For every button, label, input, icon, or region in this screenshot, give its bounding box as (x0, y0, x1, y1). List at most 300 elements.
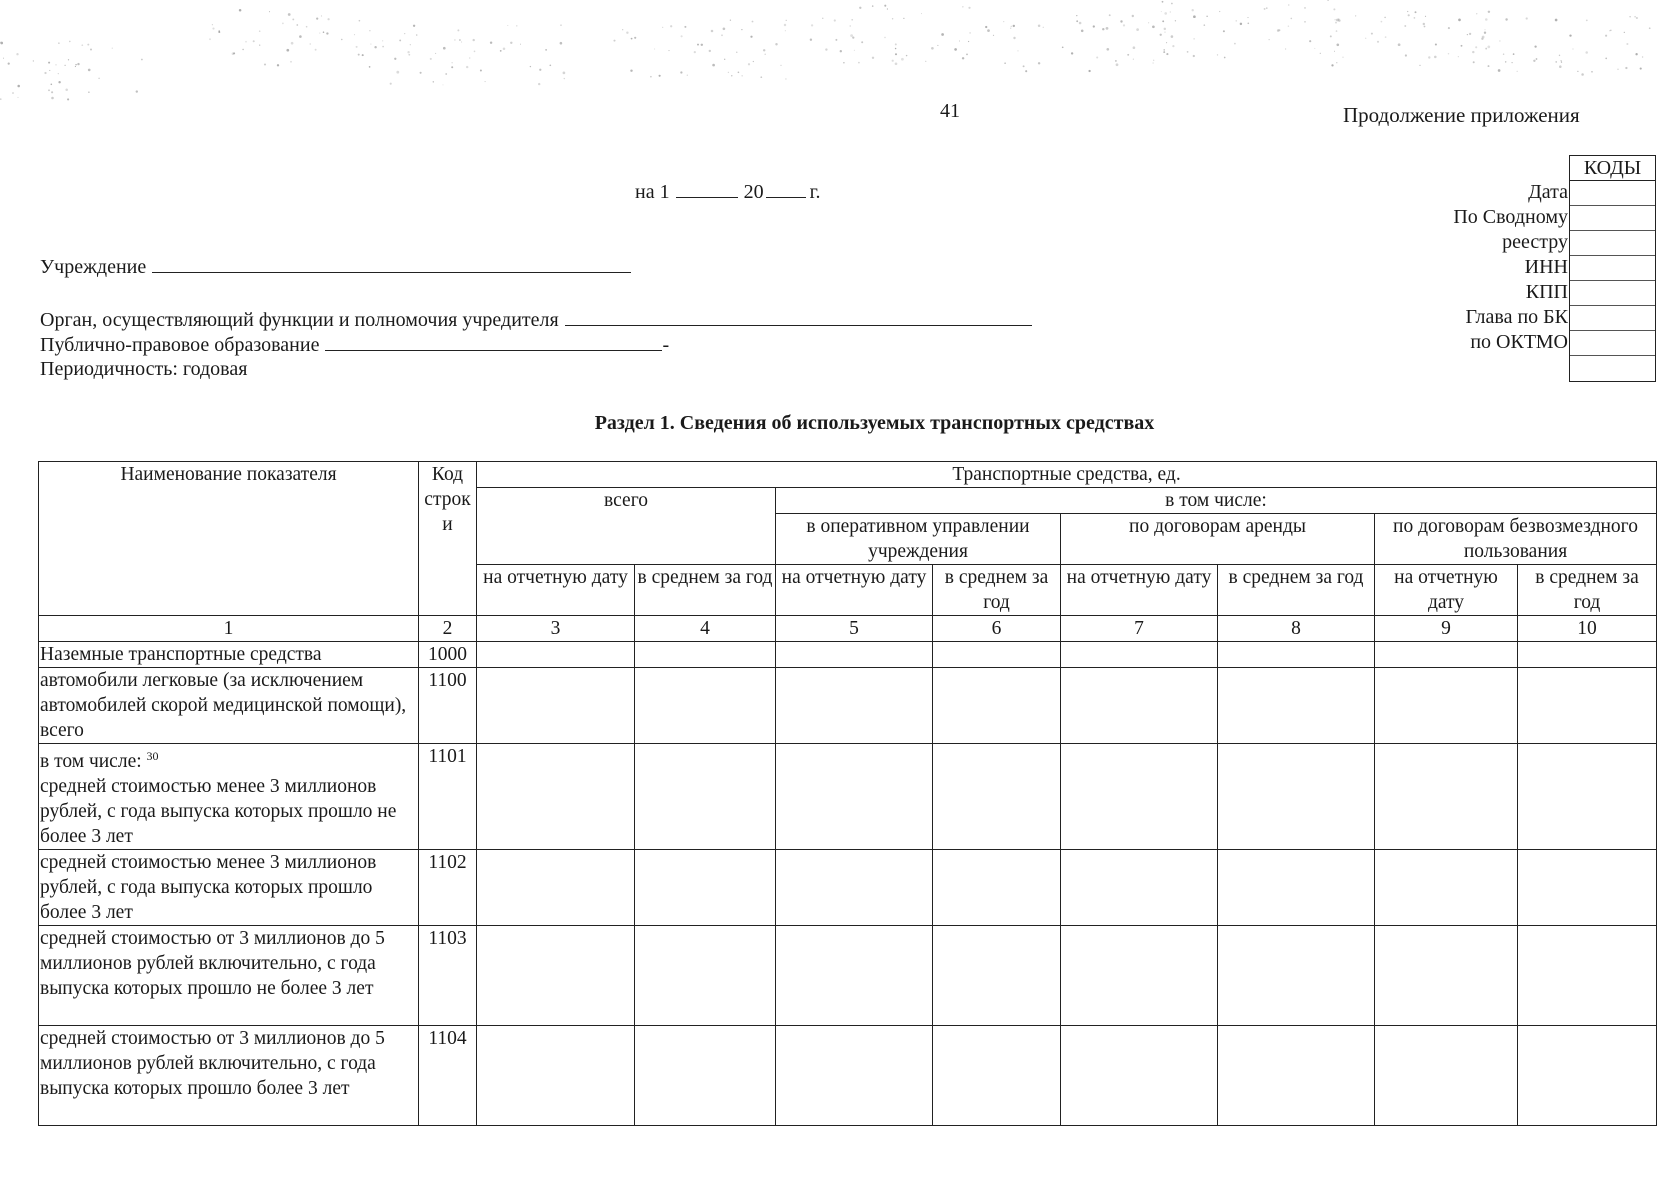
data-cell[interactable] (635, 926, 776, 1026)
noise-speck (296, 24, 298, 26)
date-year-prefix: 20 (743, 181, 764, 203)
code-cell-inn[interactable] (1570, 256, 1655, 281)
data-cell[interactable] (635, 1026, 776, 1126)
data-cell[interactable] (477, 850, 635, 926)
noise-speck (1335, 19, 1336, 20)
data-cell[interactable] (635, 642, 776, 668)
date-prefix: на 1 (635, 181, 670, 203)
noise-speck (51, 97, 54, 100)
page-number: 41 (940, 100, 960, 122)
noise-speck (1472, 51, 1474, 53)
noise-speck (1481, 38, 1483, 40)
institution-blank[interactable] (152, 255, 631, 273)
code-label-registry-2: реестру (1502, 231, 1568, 253)
data-cell[interactable] (933, 850, 1061, 926)
noise-speck (968, 7, 970, 9)
noise-speck (1043, 27, 1044, 28)
noise-speck (1448, 53, 1449, 54)
founder-body-blank[interactable] (565, 308, 1032, 326)
noise-speck (1338, 19, 1341, 22)
data-cell[interactable] (1518, 926, 1657, 1026)
noise-speck (1448, 27, 1450, 29)
noise-speck (1304, 21, 1305, 22)
row-code: 1101 (419, 744, 477, 850)
col-number: 7 (1061, 616, 1218, 642)
noise-speck (374, 46, 376, 48)
noise-speck (634, 37, 636, 39)
noise-speck (58, 81, 60, 83)
noise-speck (1458, 56, 1459, 57)
noise-speck (1223, 30, 1225, 32)
noise-speck (65, 89, 68, 92)
data-cell[interactable] (1518, 850, 1657, 926)
noise-speck (81, 44, 83, 46)
noise-speck (1290, 18, 1292, 20)
data-cell[interactable] (1218, 926, 1375, 1026)
data-cell[interactable] (1061, 744, 1218, 850)
header-free-use: по договорам безвозмездного пользования (1375, 514, 1657, 565)
code-cell-extra[interactable] (1570, 356, 1655, 381)
public-entity-dash: - (662, 334, 670, 356)
row-code: 1102 (419, 850, 477, 926)
noise-speck (445, 73, 447, 75)
noise-speck (680, 71, 682, 73)
noise-speck (650, 76, 652, 78)
noise-speck (822, 18, 823, 19)
noise-speck (1164, 31, 1165, 32)
noise-speck (1407, 11, 1408, 12)
noise-speck (33, 60, 34, 61)
noise-speck (884, 37, 885, 38)
noise-speck (1555, 19, 1558, 22)
noise-speck (1435, 43, 1437, 45)
noise-speck (1355, 15, 1356, 16)
noise-speck (461, 42, 462, 43)
noise-speck (362, 54, 364, 56)
institution-field (40, 255, 631, 279)
code-cell-oktmo[interactable] (1570, 331, 1655, 356)
noise-speck (435, 53, 436, 54)
noise-speck (1224, 57, 1226, 59)
data-cell[interactable] (1375, 850, 1518, 926)
noise-speck (410, 44, 411, 45)
noise-speck (1004, 62, 1006, 64)
noise-speck (887, 8, 888, 9)
noise-speck (662, 27, 663, 28)
noise-speck (538, 83, 540, 85)
header-total-avg: в среднем за год (635, 565, 776, 616)
noise-speck (1152, 25, 1155, 28)
code-label-date: Дата (1528, 181, 1568, 203)
noise-speck (1419, 65, 1420, 66)
date-suffix: г. (809, 181, 821, 203)
noise-speck (687, 75, 688, 76)
founder-body-field (40, 308, 1032, 332)
noise-speck (382, 46, 384, 48)
data-cell[interactable] (933, 668, 1061, 744)
data-cell[interactable] (776, 642, 933, 668)
noise-speck (323, 31, 325, 33)
noise-speck (16, 53, 18, 55)
data-cell[interactable] (635, 850, 776, 926)
noise-speck (218, 30, 220, 32)
data-cell[interactable] (477, 744, 635, 850)
noise-speck (8, 62, 10, 64)
table-row (39, 926, 1657, 1026)
data-cell[interactable] (635, 668, 776, 744)
row-name: автомобили легковые (за исключением автомобилей скорой медицинской помощи), всего (39, 668, 419, 744)
noise-speck (407, 51, 409, 53)
noise-speck (1269, 39, 1270, 40)
row-code: 1104 (419, 1026, 477, 1126)
noise-speck (1414, 17, 1416, 19)
noise-speck (51, 91, 53, 93)
data-cell[interactable] (1375, 668, 1518, 744)
data-cell[interactable] (933, 744, 1061, 850)
noise-speck (1636, 17, 1638, 19)
noise-speck (1115, 60, 1117, 62)
noise-speck (1476, 13, 1477, 14)
noise-speck (1561, 61, 1562, 62)
noise-speck (394, 58, 396, 60)
noise-speck (75, 66, 76, 67)
noise-speck (358, 54, 360, 56)
noise-speck (959, 40, 960, 41)
noise-speck (892, 18, 893, 19)
noise-speck (1559, 65, 1562, 68)
noise-speck (1585, 51, 1588, 54)
noise-speck (49, 70, 50, 71)
noise-speck (895, 53, 897, 55)
noise-speck (1533, 60, 1535, 62)
noise-speck (1434, 56, 1437, 59)
data-cell[interactable] (635, 744, 776, 850)
noise-speck (684, 26, 686, 28)
data-cell[interactable] (1218, 668, 1375, 744)
noise-speck (1327, 0, 1329, 1)
noise-speck (1423, 23, 1425, 25)
noise-speck (1109, 14, 1111, 16)
noise-speck (962, 57, 964, 59)
header-operative-avg: в среднем за год (933, 565, 1061, 616)
row-name-text: средней стоимостью менее 3 миллионов рублей, с года выпуска которых прошло не более 3 лет (40, 776, 397, 847)
data-cell[interactable] (1218, 850, 1375, 926)
noise-speck (1330, 35, 1332, 37)
data-cell[interactable] (776, 850, 933, 926)
transport-table (38, 461, 1657, 1126)
noise-speck (858, 62, 860, 64)
noise-speck (359, 20, 361, 22)
header-total: всего (477, 488, 776, 565)
col-number: 4 (635, 616, 776, 642)
noise-speck (1560, 60, 1562, 62)
noise-speck (752, 21, 754, 23)
noise-speck (1569, 34, 1571, 36)
noise-speck (321, 15, 322, 16)
noise-speck (825, 48, 827, 50)
noise-speck (1635, 53, 1637, 55)
public-entity-label: Публично-правовое образование (40, 334, 320, 356)
data-cell[interactable] (776, 926, 933, 1026)
noise-speck (1132, 15, 1134, 17)
noise-speck (1605, 35, 1607, 37)
data-cell[interactable] (933, 926, 1061, 1026)
noise-speck (1640, 68, 1642, 70)
noise-speck (1017, 50, 1018, 51)
noise-speck (457, 29, 459, 31)
noise-speck (1404, 25, 1406, 27)
noise-speck (1505, 18, 1507, 20)
noise-speck (77, 63, 79, 65)
table-row (39, 744, 1657, 850)
noise-speck (1123, 24, 1125, 26)
noise-speck (356, 46, 358, 48)
noise-speck (1164, 28, 1166, 30)
row-name: средней стоимостью от 3 миллионов до 5 миллионов рублей включительно, с года выпуска которых прошло более 3 лет (39, 1026, 419, 1126)
header-total-at-date: на отчетную дату (477, 565, 635, 616)
data-cell[interactable] (1061, 642, 1218, 668)
noise-speck (753, 61, 754, 62)
noise-speck (1555, 61, 1557, 63)
noise-speck (264, 63, 266, 65)
data-cell[interactable] (477, 1026, 635, 1126)
code-cell-date[interactable] (1570, 181, 1655, 206)
noise-speck (1309, 40, 1311, 42)
code-cell-bk[interactable] (1570, 306, 1655, 331)
row-name (39, 744, 419, 850)
noise-speck (1264, 8, 1266, 10)
noise-speck (631, 38, 633, 40)
noise-speck (701, 44, 703, 46)
noise-speck (1335, 22, 1337, 24)
noise-speck (539, 69, 541, 71)
code-cell-registry-2[interactable] (1570, 231, 1655, 256)
footnote-ref: 30 (146, 749, 159, 763)
noise-speck (723, 27, 726, 30)
noise-speck (1247, 22, 1249, 24)
noise-speck (1106, 48, 1109, 51)
codes-title: КОДЫ (1570, 155, 1655, 181)
row-code: 1000 (419, 642, 477, 668)
noise-speck (1586, 19, 1588, 21)
noise-speck (1408, 14, 1410, 16)
data-cell[interactable] (776, 668, 933, 744)
noise-speck (1171, 3, 1173, 5)
noise-speck (987, 29, 990, 32)
public-entity-blank[interactable] (325, 333, 662, 351)
noise-speck (613, 40, 615, 42)
noise-speck (69, 41, 71, 43)
noise-speck (1415, 11, 1417, 13)
noise-speck (1003, 21, 1004, 22)
noise-speck (1193, 38, 1194, 39)
data-cell[interactable] (477, 926, 635, 1026)
noise-speck (670, 25, 672, 27)
data-cell[interactable] (776, 744, 933, 850)
noise-speck (712, 64, 715, 67)
noise-speck (1605, 58, 1607, 60)
table-row (39, 642, 1657, 668)
noise-speck (1236, 20, 1237, 21)
col-number: 2 (419, 616, 477, 642)
noise-speck (1467, 34, 1468, 35)
noise-speck (549, 64, 551, 66)
data-cell[interactable] (1518, 744, 1657, 850)
noise-speck (1266, 7, 1267, 8)
data-cell[interactable] (477, 642, 635, 668)
noise-speck (851, 19, 853, 21)
noise-speck (0, 42, 3, 45)
data-cell[interactable] (933, 1026, 1061, 1126)
noise-speck (903, 18, 904, 19)
noise-speck (1025, 70, 1027, 72)
noise-speck (560, 42, 563, 45)
report-date-line (635, 180, 821, 204)
noise-speck (503, 48, 506, 51)
noise-speck (545, 49, 547, 51)
data-cell[interactable] (1375, 1026, 1518, 1126)
noise-speck (626, 31, 628, 33)
noise-speck (1485, 18, 1488, 21)
noise-speck (697, 44, 699, 46)
date-day-blank[interactable] (676, 180, 738, 198)
noise-speck (921, 13, 922, 14)
founder-body-label: Орган, осуществляющий функции и полномочия учредителя (40, 309, 559, 331)
noise-speck (404, 33, 405, 34)
row-name: средней стоимостью менее 3 миллионов рублей, с года выпуска которых прошло более 3 лет (39, 850, 419, 926)
noise-speck (3, 58, 4, 59)
codes-labels (1453, 180, 1568, 355)
data-cell[interactable] (1061, 1026, 1218, 1126)
noise-speck (1116, 63, 1119, 66)
noise-speck (1513, 53, 1515, 55)
noise-speck (17, 97, 18, 98)
noise-speck (90, 49, 92, 51)
data-cell[interactable] (1375, 744, 1518, 850)
noise-speck (1093, 25, 1095, 27)
noise-speck (1088, 70, 1090, 72)
date-year-blank[interactable] (766, 180, 806, 198)
noise-speck (786, 20, 787, 21)
data-cell[interactable] (1375, 926, 1518, 1026)
noise-speck (1425, 16, 1426, 17)
noise-speck (253, 40, 255, 42)
noise-speck (1526, 17, 1528, 19)
noise-speck (1609, 30, 1610, 31)
noise-speck (520, 44, 521, 45)
noise-speck (209, 38, 211, 40)
noise-speck (962, 6, 963, 7)
noise-speck (1559, 55, 1560, 56)
code-label-inn: ИНН (1524, 256, 1568, 278)
noise-speck (451, 66, 453, 68)
noise-speck (319, 33, 320, 34)
noise-speck (354, 34, 355, 35)
data-cell[interactable] (1218, 1026, 1375, 1126)
noise-speck (141, 59, 143, 61)
noise-speck (1424, 26, 1426, 28)
header-transport: Транспортные средства, ед. (477, 462, 1657, 488)
noise-speck (292, 18, 294, 20)
noise-speck (1217, 54, 1218, 55)
header-lease: по договорам аренды (1061, 514, 1375, 565)
periodicity-label: Периодичность: годовая (40, 358, 248, 380)
data-cell[interactable] (1061, 926, 1218, 1026)
section-title: Раздел 1. Сведения об используемых транспортных средствах (594, 412, 1155, 434)
header-free-at-date: на отчетную дату (1375, 565, 1518, 616)
noise-speck (1482, 36, 1485, 39)
data-cell[interactable] (1518, 642, 1657, 668)
noise-speck (731, 75, 732, 76)
header-lease-avg: в среднем за год (1218, 565, 1375, 616)
noise-speck (1385, 36, 1387, 38)
noise-speck (1642, 56, 1643, 57)
noise-speck (811, 24, 813, 26)
noise-speck (1247, 17, 1248, 18)
data-cell[interactable] (1518, 668, 1657, 744)
noise-speck (1278, 29, 1280, 31)
noise-speck (485, 81, 486, 82)
data-cell[interactable] (477, 668, 635, 744)
noise-speck (1498, 69, 1501, 72)
noise-speck (1314, 48, 1315, 49)
noise-speck (694, 51, 696, 53)
noise-speck (48, 89, 50, 91)
data-cell[interactable] (776, 1026, 933, 1126)
data-cell[interactable] (1218, 642, 1375, 668)
noise-speck (563, 72, 566, 75)
noise-speck (136, 90, 138, 92)
noise-speck (884, 5, 886, 7)
noise-speck (1473, 61, 1475, 63)
data-cell[interactable] (1061, 668, 1218, 744)
noise-speck (259, 30, 261, 32)
noise-speck (941, 33, 944, 36)
noise-speck (1240, 23, 1242, 25)
data-cell[interactable] (1375, 642, 1518, 668)
noise-speck (834, 19, 836, 21)
noise-speck (1038, 25, 1041, 28)
noise-speck (784, 24, 786, 26)
data-cell[interactable] (1518, 1026, 1657, 1126)
noise-speck (98, 78, 99, 79)
data-cell[interactable] (1218, 744, 1375, 850)
code-label-kpp: КПП (1525, 281, 1568, 303)
col-number: 3 (477, 616, 635, 642)
noise-speck (277, 64, 279, 66)
noise-speck (1163, 51, 1165, 53)
code-cell-registry[interactable] (1570, 206, 1655, 231)
noise-speck (454, 39, 455, 40)
noise-speck (473, 39, 475, 41)
noise-speck (969, 32, 971, 34)
noise-speck (1617, 69, 1618, 70)
noise-speck (872, 5, 873, 6)
table-row (39, 668, 1657, 744)
noise-speck (530, 66, 531, 67)
noise-speck (1133, 46, 1136, 49)
noise-speck (1511, 62, 1512, 63)
code-cell-kpp[interactable] (1570, 281, 1655, 306)
noise-speck (1234, 43, 1236, 45)
institution-label: Учреждение (40, 256, 147, 278)
data-cell[interactable] (1061, 850, 1218, 926)
col-number: 6 (933, 616, 1061, 642)
noise-speck (75, 64, 77, 66)
noise-speck (1148, 22, 1149, 23)
noise-speck (1277, 29, 1280, 32)
data-cell[interactable] (933, 642, 1061, 668)
